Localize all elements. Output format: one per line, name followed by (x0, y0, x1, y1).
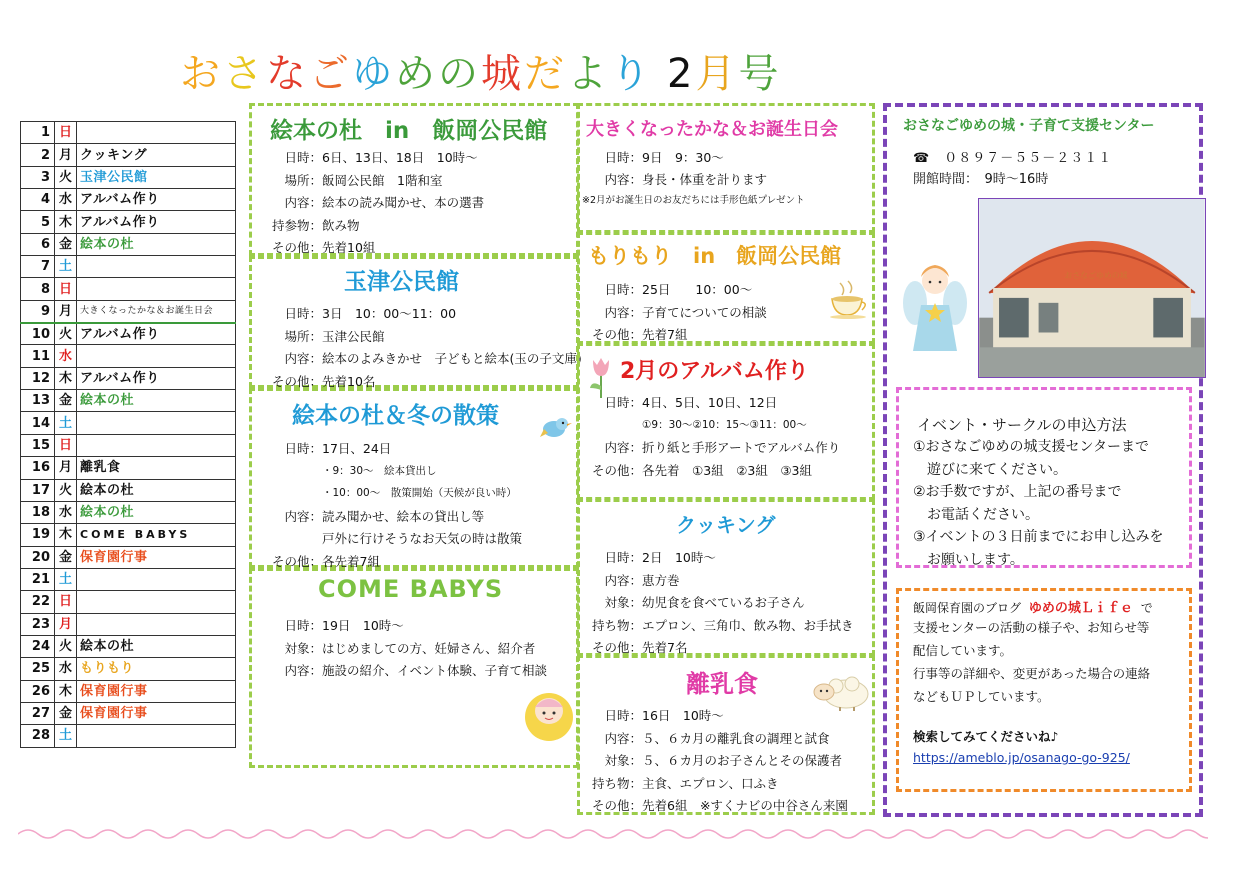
tamatsu-row-value: 先着10名 (322, 373, 376, 389)
comebabys-row (260, 616, 404, 634)
album-box (577, 343, 875, 500)
blog-url-link[interactable]: https://ameblo.jp/osanago-go-925/ (913, 750, 1130, 765)
calendar-weekday: 月 (55, 613, 77, 635)
tamatsu-row-value: 3日 10：00～11：00 (322, 306, 457, 321)
title-char: 号 (738, 51, 782, 97)
calendar-weekday: 金 (55, 702, 77, 724)
calendar-row (21, 658, 236, 680)
title-char: よ (567, 51, 610, 97)
calendar-event: 保育園行事 (77, 546, 236, 568)
comebabys-row-value: 19日 10時～ (322, 618, 404, 633)
title-char: 2 (667, 51, 696, 97)
calendar-weekday: 水 (55, 501, 77, 523)
calendar-row (21, 211, 236, 233)
calendar-event: 大きくなったかな＆お誕生日会 (77, 300, 236, 322)
birthday-row-label: 内容： (604, 172, 642, 187)
cooking-row (580, 638, 687, 656)
morimori-box (577, 232, 875, 344)
morimori-row (580, 280, 752, 298)
cooking-row (580, 571, 680, 589)
winter-row-value: ・10：00～ 散策開始（天候が良い時） (322, 487, 517, 499)
calendar-weekday: 日 (55, 434, 77, 456)
calendar-row (21, 367, 236, 389)
morimori-row-label: その他： (591, 327, 642, 342)
calendar-row (21, 278, 236, 300)
calendar-event: アルバム作り (77, 189, 236, 211)
calendar-day: 4 (21, 189, 55, 211)
calendar-row (21, 591, 236, 613)
cooking-row-value: 2日 10時～ (642, 550, 716, 565)
album-row-value: 4日、5日、10日、12日 (642, 395, 778, 410)
calendar-weekday: 土 (55, 412, 77, 434)
calendar-day: 10 (21, 323, 55, 345)
tamatsu-row (260, 327, 385, 345)
calendar-event: COME BABYS (77, 524, 236, 546)
calendar-row (21, 144, 236, 166)
album-row (580, 461, 812, 479)
tamatsu-row (260, 372, 375, 390)
comebabys-title: COME BABYS (318, 575, 504, 603)
ehon-row-value: 絵本の読み聞かせ、本の選書 (322, 195, 485, 210)
calendar-weekday: 月 (55, 300, 77, 322)
calendar-weekday: 日 (55, 122, 77, 144)
comebabys-row-label: 内容： (284, 663, 322, 678)
winter-box (249, 388, 579, 568)
calendar-weekday: 金 (55, 233, 77, 255)
rinyu-row-label: 持ち物： (591, 775, 642, 791)
winter-row (260, 507, 484, 525)
apply-line: お願いします。 (913, 551, 1024, 568)
winter-row-value: 各先着7組 (322, 553, 380, 569)
calendar-event (77, 278, 236, 300)
calendar-row (21, 412, 236, 434)
blog-line-4 (913, 687, 1050, 705)
calendar-day: 11 (21, 345, 55, 367)
calendar-day: 21 (21, 568, 55, 590)
rinyu-row-label: その他： (591, 798, 642, 813)
cooking-row (580, 548, 716, 566)
blog-pre: 飯岡保育園のブログ (913, 601, 1022, 615)
calendar-event: アルバム作り (77, 367, 236, 389)
tulip-icon (588, 354, 614, 398)
winter-row-value: 読み聞かせ、絵本の貸出し等 (322, 508, 485, 524)
apply-line: ③イベントの３日前までにお申し込みを (913, 529, 1164, 545)
calendar-row (21, 122, 236, 144)
album-row-label: 日時： (604, 395, 642, 410)
calendar-day: 25 (21, 658, 55, 680)
center-phone: ☎ ０８９７－５５－２３１１ (913, 151, 1113, 166)
ehon-row-label: 日時： (284, 150, 322, 165)
birthday-row (580, 170, 767, 188)
ehon-row (260, 171, 442, 189)
ehon-row (260, 238, 375, 256)
winter-row (260, 462, 437, 478)
calendar-day: 23 (21, 613, 55, 635)
calendar-day: 19 (21, 524, 55, 546)
calendar-event (77, 613, 236, 635)
album-row-value: 各先着 ①3組 ②3組 ③3組 (642, 462, 812, 478)
winter-row-value: ・9：30～ 絵本貸出し (322, 464, 437, 477)
calendar-weekday: 金 (55, 546, 77, 568)
calendar-row (21, 345, 236, 367)
birthday-box (577, 103, 875, 233)
calendar-weekday: 日 (55, 278, 77, 300)
calendar-row (21, 613, 236, 635)
tamatsu-row-value: 絵本のよみきかせ 子どもと絵本(玉の子文庫) (322, 351, 582, 366)
teacup-icon (828, 279, 870, 319)
calendar-event: 絵本の杜 (77, 390, 236, 412)
title-char: 月 (695, 51, 739, 97)
calendar-weekday: 日 (55, 591, 77, 613)
calendar-event (77, 434, 236, 456)
calendar-row (21, 725, 236, 747)
rinyu-row (580, 729, 830, 747)
album-row (580, 416, 807, 432)
calendar-weekday: 水 (55, 189, 77, 211)
calendar-event: 絵本の杜 (77, 635, 236, 657)
cooking-row-value: エプロン、三角巾、飲み物、お手拭き (642, 617, 854, 633)
ehon-row-value: 先着10組 (322, 240, 376, 255)
cooking-row-label: 内容： (604, 572, 642, 588)
ehon-row (260, 148, 478, 166)
winter-row-value: 17日、24日 (322, 441, 392, 456)
calendar-event (77, 591, 236, 613)
calendar-weekday: 金 (55, 390, 77, 412)
title-char: お (180, 51, 223, 97)
rinyu-row-value: ５、６カ月の離乳食の調理と試食 (642, 730, 830, 746)
calendar-row (21, 233, 236, 255)
birthday-row-value: 9日 9：30～ (642, 150, 724, 165)
winter-row-value: 戸外に行けそうなお天気の時は散策 (322, 531, 523, 546)
rinyu-row-value: ５、６カ月のお子さんとその保護者 (642, 753, 843, 768)
apply-line: ①おさなごゆめの城支援センターまで (913, 439, 1149, 455)
calendar-event (77, 412, 236, 434)
calendar-day: 20 (21, 546, 55, 568)
calendar-weekday: 水 (55, 345, 77, 367)
rinyu-row-value: 16日 10時～ (642, 708, 724, 723)
ehon-box (249, 103, 579, 256)
birthday-row (580, 148, 724, 166)
calendar-event: 保育園行事 (77, 702, 236, 724)
calendar-row (21, 189, 236, 211)
cooking-row-label: 持ち物： (591, 617, 642, 633)
calendar-event: 保育園行事 (77, 680, 236, 702)
rinyu-row-value: 先着6組 ※すくナビの中谷さん来園 (642, 798, 848, 813)
calendar-weekday: 土 (55, 256, 77, 278)
calendar-day: 8 (21, 278, 55, 300)
comebabys-row-label: 日時： (284, 618, 322, 633)
comebabys-row-value: 施設の紹介、イベント体験、子育て相談 (322, 663, 548, 678)
title-char: め (395, 51, 438, 97)
sheep-icon (812, 672, 870, 712)
title-char: な (266, 51, 309, 97)
calendar-day: 9 (21, 300, 55, 322)
calendar-event: 絵本の杜 (77, 501, 236, 523)
calendar-day: 24 (21, 635, 55, 657)
title-char: だ (524, 51, 567, 97)
morimori-row-label: 日時： (604, 282, 642, 297)
winter-row-label: その他： (271, 553, 322, 569)
calendar-row (21, 702, 236, 724)
calendar-row (21, 568, 236, 590)
calendar-row (21, 390, 236, 412)
album-row (580, 438, 840, 456)
blog-search-text: 検索してみてくださいね♪ (913, 729, 1059, 744)
bird-icon (540, 411, 572, 441)
morimori-title: もりもり in 飯岡公民館 (588, 244, 842, 268)
winter-title: 絵本の杜＆冬の散策 (292, 403, 499, 429)
morimori-row-value: 子育てについての相談 (642, 304, 767, 320)
center-hours: 開館時間： 9時～16時 (913, 172, 1049, 187)
tamatsu-row (260, 304, 456, 322)
morimori-row-label: 内容： (604, 304, 642, 320)
morimori-row (580, 303, 767, 321)
calendar-row (21, 680, 236, 702)
calendar-row (21, 434, 236, 456)
ehon-row-label: 持参物： (271, 217, 322, 233)
calendar-weekday: 月 (55, 144, 77, 166)
ehon-row-label: 場所： (284, 172, 322, 188)
calendar-day: 15 (21, 434, 55, 456)
calendar-day: 16 (21, 457, 55, 479)
baby-icon (522, 683, 576, 743)
calendar-day: 18 (21, 501, 55, 523)
calendar-event (77, 345, 236, 367)
calendar-row (21, 524, 236, 546)
calendar-weekday: 火 (55, 166, 77, 188)
calendar-weekday: 月 (55, 457, 77, 479)
cooking-row-label: その他： (591, 640, 642, 655)
tamatsu-title: 玉津公民館 (344, 269, 459, 295)
winter-row-label: 日時： (284, 441, 322, 456)
apply-line: 遊びに来てください。 (913, 461, 1067, 478)
calendar-day: 6 (21, 233, 55, 255)
calendar-weekday: 水 (55, 658, 77, 680)
center-title: おさなごゆめの城・子育て支援センター (903, 118, 1155, 134)
calendar-day: 17 (21, 479, 55, 501)
calendar-row (21, 635, 236, 657)
calendar-weekday: 木 (55, 367, 77, 389)
rinyu-box (577, 655, 875, 815)
cooking-row-value: 幼児食を食べているお子さん (642, 595, 805, 610)
calendar-day: 14 (21, 412, 55, 434)
ehon-row-label: 内容： (284, 195, 322, 210)
calendar-day: 12 (21, 367, 55, 389)
cooking-row (580, 616, 854, 634)
calendar-weekday: 火 (55, 635, 77, 657)
tamatsu-row (260, 349, 582, 367)
calendar-event: 離乳食 (77, 457, 236, 479)
calendar-row (21, 457, 236, 479)
blog-box (896, 588, 1192, 792)
morimori-row-value: 25日 10：00～ (642, 282, 753, 297)
calendar-event: 玉津公民館 (77, 166, 236, 188)
ehon-row-value: 飲み物 (322, 217, 360, 233)
rinyu-row-label: 内容： (604, 730, 642, 746)
calendar-event: 絵本の杜 (77, 479, 236, 501)
title-char: ご (309, 51, 352, 97)
calendar-weekday: 木 (55, 680, 77, 702)
rinyu-row-label: 日時： (604, 708, 642, 723)
cooking-row-label: 日時： (604, 550, 642, 565)
blog-intro-line (913, 597, 1153, 616)
calendar-event: 絵本の杜 (77, 233, 236, 255)
birthday-row-value: 身長・体重を計ります (642, 172, 768, 187)
blog-line-2: 配信しています。 (913, 643, 1013, 658)
album-row-value: ①9：30～②10：15～③11：00～ (642, 418, 807, 431)
calendar-row (21, 256, 236, 278)
calendar-day: 13 (21, 390, 55, 412)
blog-post: で (1140, 601, 1153, 615)
cooking-box (577, 499, 875, 656)
winter-row (260, 439, 391, 457)
apply-line: ②お手数ですが、上記の番号まで (913, 484, 1122, 500)
calendar-weekday: 土 (55, 568, 77, 590)
calendar-day: 1 (21, 122, 55, 144)
rinyu-row (580, 706, 724, 724)
ehon-row (260, 193, 484, 211)
morimori-row (580, 325, 687, 343)
calendar-day: 3 (21, 166, 55, 188)
album-row-value: 折り紙と手形アートでアルバム作り (642, 440, 841, 455)
tamatsu-row-label: 内容： (284, 351, 322, 366)
rinyu-row-label: 対象： (604, 753, 642, 768)
calendar-weekday: 木 (55, 211, 77, 233)
title-char: ゆ (352, 51, 395, 97)
birthday-row-label: 日時： (604, 150, 642, 165)
rinyu-row (580, 796, 848, 814)
comebabys-box (249, 568, 579, 768)
calendar-event (77, 122, 236, 144)
winter-row-label: 内容： (284, 508, 322, 524)
winter-row (260, 529, 522, 547)
calendar-event (77, 256, 236, 278)
rinyu-row-value: 主食、エプロン、口ふき (642, 775, 779, 791)
ehon-row (260, 216, 360, 234)
album-row-label: その他： (591, 462, 642, 478)
cooking-row-label: 対象： (604, 595, 642, 610)
birthday-note: ※2月がお誕生日のお友だちには手形色紙プレゼント (582, 195, 805, 206)
apply-line: お電話ください。 (913, 506, 1039, 523)
calendar-row (21, 546, 236, 568)
cooking-title: クッキング (676, 513, 776, 537)
calendar-weekday: 土 (55, 725, 77, 747)
birthday-title: 大きくなったかな＆お誕生日会 (586, 119, 838, 140)
ehon-row-label: その他： (271, 240, 322, 255)
blog-line-3: 行事等の詳細や、変更があった場合の連絡 (913, 666, 1151, 681)
rinyu-row (580, 774, 779, 792)
calendar-row (21, 479, 236, 501)
angel-icon (903, 255, 967, 355)
comebabys-row (260, 661, 547, 679)
morimori-row-value: 先着7組 (642, 327, 688, 342)
calendar-day: 2 (21, 144, 55, 166)
tamatsu-row-label: 場所： (284, 328, 322, 344)
calendar-event (77, 568, 236, 590)
title-char: さ (223, 51, 266, 97)
comebabys-row (260, 639, 535, 657)
rinyu-row (580, 751, 842, 769)
title-char: り (610, 51, 653, 97)
calendar-event: アルバム作り (77, 211, 236, 233)
calendar-weekday: 火 (55, 479, 77, 501)
building-photo (978, 198, 1206, 378)
calendar-day: 28 (21, 725, 55, 747)
winter-row (260, 484, 517, 500)
calendar-day: 5 (21, 211, 55, 233)
calendar-event (77, 725, 236, 747)
cooking-row-value: 先着7名 (642, 640, 688, 655)
blog-line-1: 支援センターの活動の様子や、お知らせ等 (913, 620, 1150, 635)
building-sign: おさなごゆめの城 (1064, 271, 1128, 281)
title-char: の (438, 51, 481, 97)
ehon-row-value: 飯岡公民館 1階和室 (322, 172, 443, 188)
winter-row (260, 552, 380, 570)
calendar-weekday: 木 (55, 524, 77, 546)
calendar-day: 27 (21, 702, 55, 724)
album-row-label: 内容： (604, 440, 642, 455)
calendar-row (21, 323, 236, 345)
newsletter-title (180, 42, 781, 99)
ehon-row-value: 6日、13日、18日 10時～ (322, 150, 478, 165)
title-char: 城 (481, 51, 524, 97)
rinyu-title: 離乳食 (686, 670, 758, 698)
ehon-title: 絵本の杜 in 飯岡公民館 (270, 118, 548, 144)
calendar-event: クッキング (77, 144, 236, 166)
calendar-day: 22 (21, 591, 55, 613)
tamatsu-row-value: 玉津公民館 (322, 328, 385, 344)
calendar-row (21, 501, 236, 523)
tamatsu-row-label: その他： (271, 373, 322, 389)
apply-box (896, 387, 1192, 568)
calendar-table (20, 121, 236, 748)
cooking-row-value: 恵方巻 (642, 572, 680, 588)
cooking-row (580, 593, 805, 611)
album-row (580, 393, 777, 411)
album-title: 2月のアルバム作り (620, 359, 809, 384)
decorative-wavy-border (18, 822, 1208, 846)
comebabys-row-value: はじめましての方、妊婦さん、紹介者 (322, 640, 536, 656)
blog-name[interactable]: ゆめの城Ｌｉｆｅ (1028, 601, 1133, 616)
calendar-row (21, 300, 236, 322)
calendar-day: 7 (21, 256, 55, 278)
calendar-weekday: 火 (55, 323, 77, 345)
apply-title: イベント・サークルの申込方法 (917, 416, 1127, 434)
calendar-event: もりもり (77, 658, 236, 680)
tamatsu-box (249, 256, 582, 389)
calendar-row (21, 166, 236, 188)
comebabys-row-label: 対象： (284, 640, 322, 656)
calendar-event: アルバム作り (77, 323, 236, 345)
calendar-day: 26 (21, 680, 55, 702)
tamatsu-row-label: 日時： (284, 306, 322, 321)
blog-line-4a: なども (913, 689, 951, 704)
blog-line-4b: ＵＰしています。 (950, 689, 1050, 704)
